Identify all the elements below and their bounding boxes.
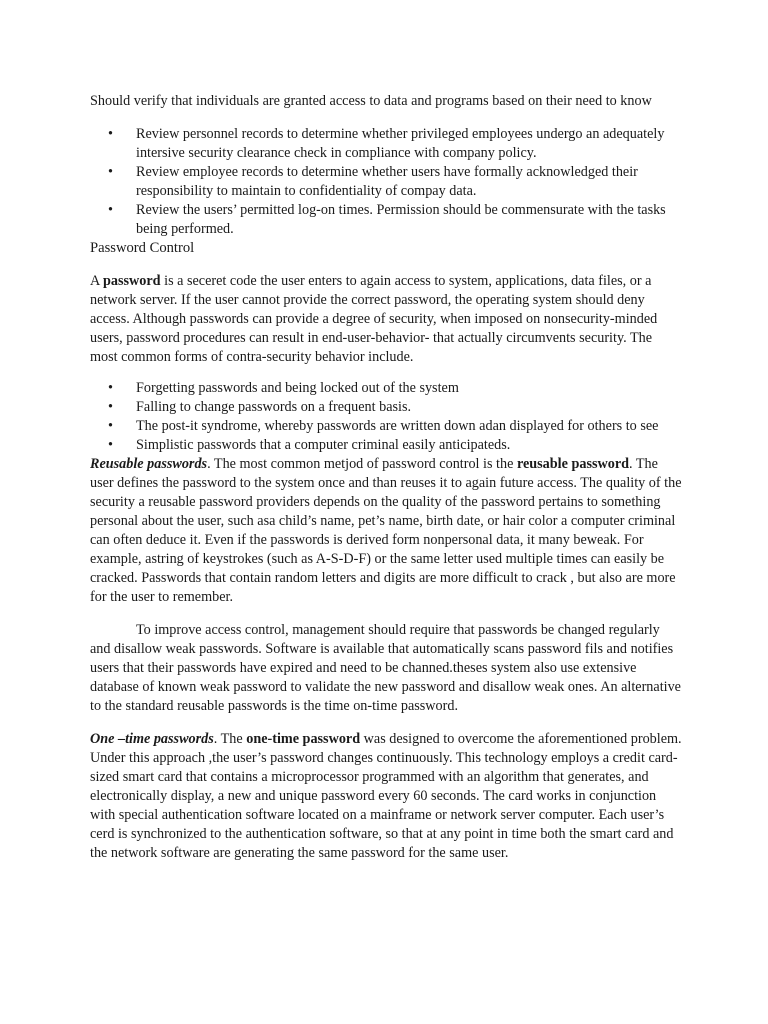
reusable-text-2: . The user defines the password to the system once and than reuses it to again future access. The quality of the security a reusable password providers depends on the quality of the password pertains to something personal about the user, such asa child’s name, pet’s name, birth date, or hair color a computer criminal can often deduce it. Even if the passwords is derived form nonpersonal data, it many beweak. For example, astring of keystrokes (such as A-S-D-F) or the same letter used multiple times can easily be cracked. Passwords that contain random letters and digits are more difficult to crack , but also are more for the user to remember.	[90, 456, 682, 605]
one-time-label: One –time passwords	[90, 731, 214, 747]
list-item: • The post-it syndrome, whereby passwords are written down adan displayed for others to see	[136, 417, 682, 436]
list-item: • Forgetting passwords and being locked out of the system	[136, 379, 682, 398]
password-term: password	[103, 273, 161, 289]
contra-security-list	[90, 379, 682, 455]
intro-paragraph: Should verify that individuals are granted access to data and programs based on their need to know	[90, 93, 652, 109]
one-time-passwords-paragraph	[90, 730, 682, 863]
reusable-label: Reusable passwords	[90, 456, 208, 472]
one-time-text-1: . The	[213, 731, 247, 747]
list-item: • Falling to change passwords on a frequent basis.	[136, 398, 682, 417]
verification-list	[90, 125, 682, 239]
reusable-text-1: . The most common metjod of password control is the	[207, 456, 517, 472]
password-lead: A	[90, 273, 104, 289]
section-heading: Password Control	[90, 240, 195, 256]
one-time-term: one-time password	[246, 731, 361, 747]
access-control-paragraph: To improve access control, management should require that passwords be changed regularly and disallow weak passwords. Software is available that automatically scans password fils and notifies users that their passwords have expired and need to be channed.theses system also use extensive database of known weak password to validate the new password and disallow weak ones. An alternative to the standard reusable passwords is the time on-time password.	[90, 622, 681, 714]
document-page	[90, 92, 682, 863]
list-item: • Review employee records to determine whether users have formally acknowledged their responsibility to maintain to confidentiality of compay data.	[136, 163, 682, 201]
password-body: is a seceret code the user enters to again access to system, applications, data files, or a network server. If the user cannot provide the correct password, the operating system should deny access. Although passwords can provide a degree of security, when imposed on nonsecurity-minded users, password procedures can result in end-user-behavior- that actually circumvents security. The most common forms of contra-security behavior include.	[90, 273, 658, 365]
password-paragraph	[90, 272, 682, 367]
list-item: • Review the users’ permitted log-on times. Permission should be commensurate with the tasks being performed.	[136, 201, 682, 239]
reusable-term: reusable password	[516, 456, 630, 472]
reusable-passwords-paragraph	[90, 455, 682, 607]
list-item: • Simplistic passwords that a computer criminal easily anticipateds.	[136, 436, 682, 455]
one-time-text-2: was designed to overcome the aforementioned problem. Under this approach ,the user’s password changes continuously. This technology employs a credit card-sized smart card that contains a microprocessor programmed with an algorithm that generates, and electronically display, a new and unique password every 60 seconds. The card works in conjunction with special authentication software located on a mainframe or network server computer. Each user’s cerd is synchronized to the authentication software, so that at any point in time both the smart card and the network software are generating the same password for the same user.	[90, 731, 682, 861]
list-item: • Review personnel records to determine whether privileged employees undergo an adequately intersive security clearance check in compliance with company policy.	[136, 125, 682, 163]
